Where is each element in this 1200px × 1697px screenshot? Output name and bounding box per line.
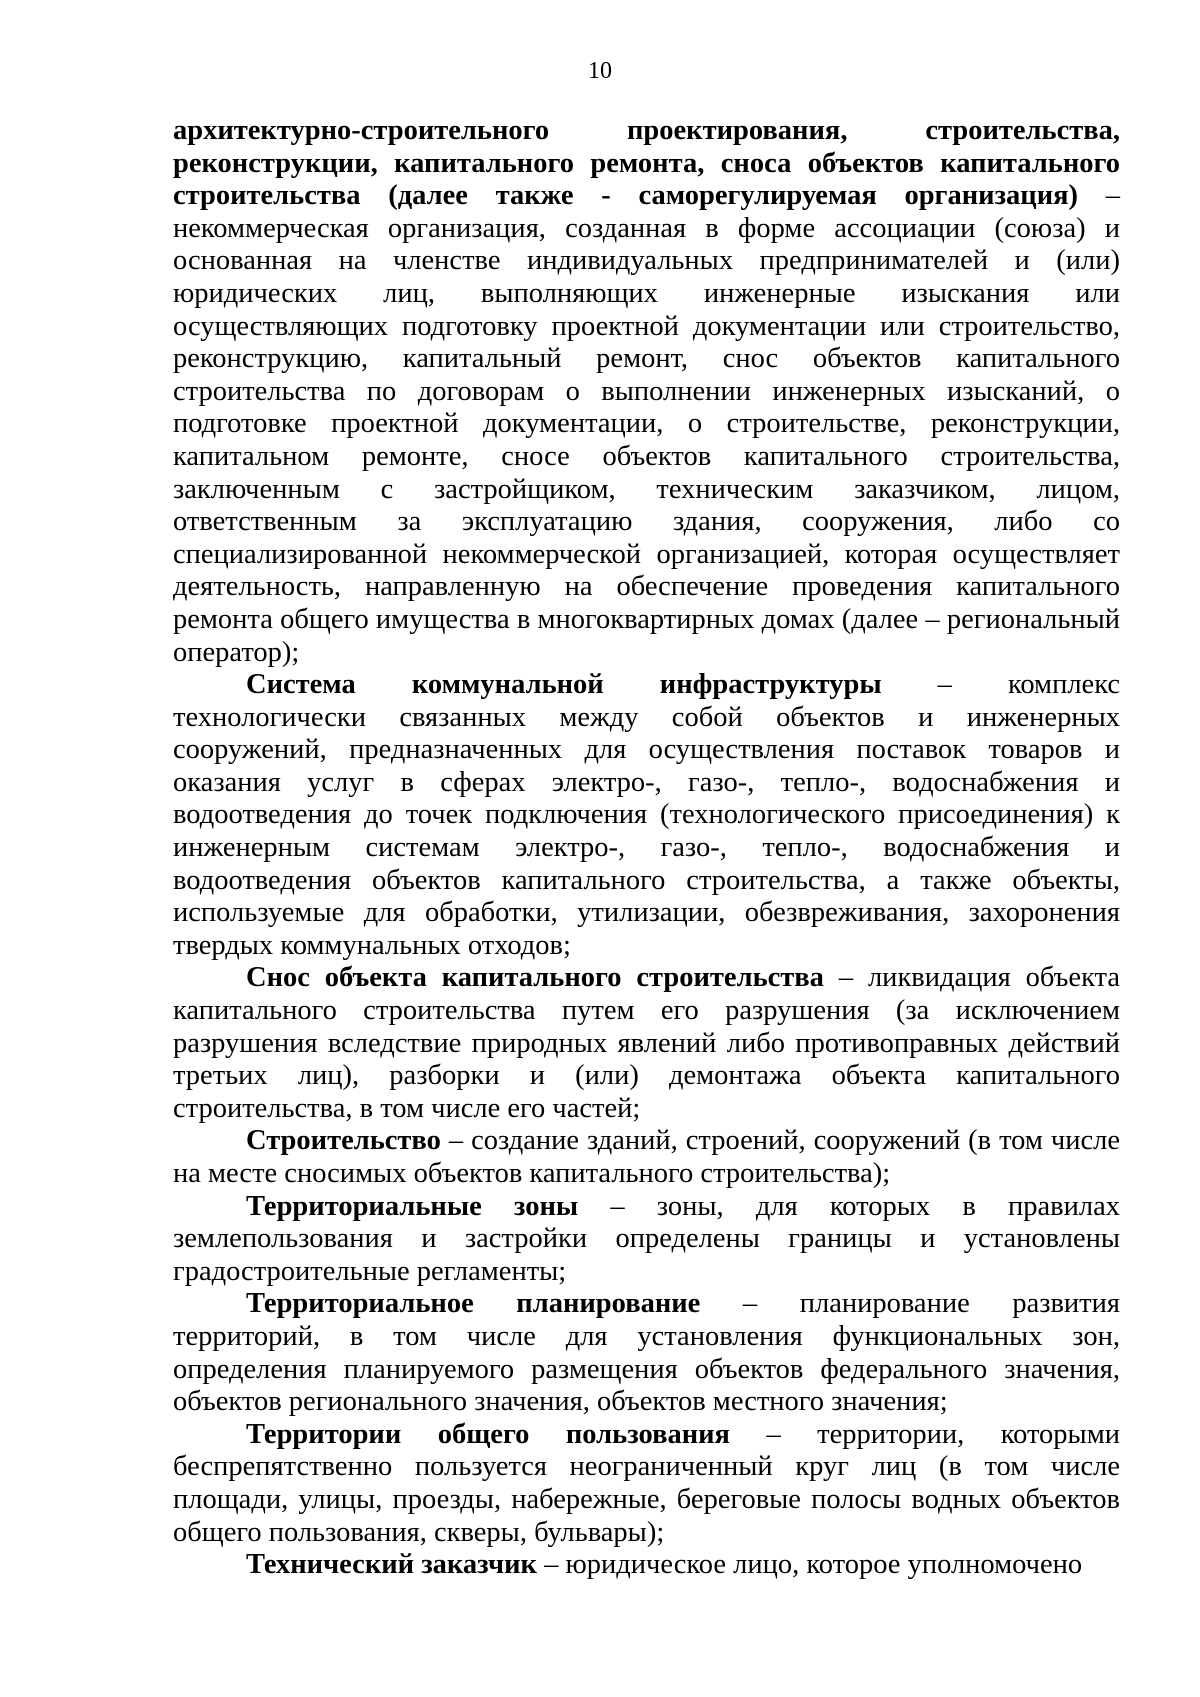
paragraph-construction xyxy=(173,1125,1120,1190)
defined-term: Снос объекта капитального строительства xyxy=(246,962,824,994)
paragraph-technical-customer xyxy=(173,1549,1120,1582)
paragraph-utility-infrastructure xyxy=(173,669,1120,962)
paragraph-demolition xyxy=(173,962,1120,1125)
definition-text: – юридическое лицо, которое уполномочено xyxy=(536,1549,1083,1581)
defined-term: Территории общего пользования xyxy=(246,1418,730,1450)
defined-term: Территориальные зоны xyxy=(246,1190,579,1222)
paragraph-public-territories xyxy=(173,1419,1120,1549)
definition-text: – ликвидация объекта капитального строительства путем его разрушения (за исключением разрушения вследствие природных явлений либо противоправных действий третьих лиц), разборки и (или) демонтажа объекта капитального строительства, в том числе его частей; xyxy=(173,962,1120,1124)
definition-text: – планирование развития территорий, в том числе для установления функциональных зон, определения планируемого размещения объектов федерального значения, объектов регионального значения, объектов местного значения; xyxy=(173,1288,1120,1418)
defined-term: Строительство xyxy=(246,1125,441,1157)
definition-text: – некоммерческая организация, созданная в форме ассоциации (союза) и основанная на членстве индивидуальных предпринимателей и (или) юридических лиц, выполняющих инженерные изыскания или осуществляющих подготовку проектной документации или строительство, реконструкцию, капитальный ремонт, снос объектов капитального строительства по договорам о выполнении инженерных изысканий, о подготовке проектной документации, о строительстве, реконструкции, капитальном ремонте, сносе объектов капитального строительства, заключенным с застройщиком, техническим заказчиком, лицом, ответственным за эксплуатацию здания, сооружения, либо со специализированной некоммерческой организацией, которая осуществляет деятельность, направленную на обеспечение проведения капитального ремонта общего имущества в многоквартирных домах (далее – региональный оператор); xyxy=(173,180,1120,668)
defined-term: Территориальное планирование xyxy=(246,1288,701,1320)
definition-text: – зоны, для которых в правилах землепользования и застройки определены границы и установлены градостроительные регламенты; xyxy=(173,1190,1120,1287)
paragraph-sro-definition xyxy=(173,115,1120,669)
document-body xyxy=(173,115,1120,1582)
definition-text: – создание зданий, строений, сооружений (в том числе на месте сносимых объектов капитального строительства); xyxy=(173,1125,1120,1189)
page-number: 10 xyxy=(588,58,612,84)
definition-text: – комплекс технологически связанных между собой объектов и инженерных сооружений, предназначенных для осуществления поставок товаров и оказания услуг в сферах электро-, газо-, тепло-, водоснабжения и водоотведения до точек подключения (технологического присоединения) к инженерным системам электро-, газо-, тепло-, водоснабжения и водоотведения объектов капитального строительства, а также объекты, используемые для обработки, утилизации, обезвреживания, захоронения твердых коммунальных отходов; xyxy=(173,669,1120,961)
paragraph-territorial-planning xyxy=(173,1288,1120,1418)
defined-term: архитектурно-строительного проектирования, строительства, реконструкции, капитального ремонта, сноса объектов капитального строительства (далее также - саморегулируемая организация) xyxy=(173,115,1120,212)
defined-term: Система коммунальной инфраструктуры xyxy=(246,669,882,701)
defined-term: Технический заказчик xyxy=(246,1549,537,1581)
definition-text: – территории, которыми беспрепятственно пользуется неограниченный круг лиц (в том числе площади, улицы, проезды, набережные, береговые полосы водных объектов общего пользования, скверы, бульвары); xyxy=(173,1418,1120,1548)
paragraph-territorial-zones xyxy=(173,1191,1120,1289)
